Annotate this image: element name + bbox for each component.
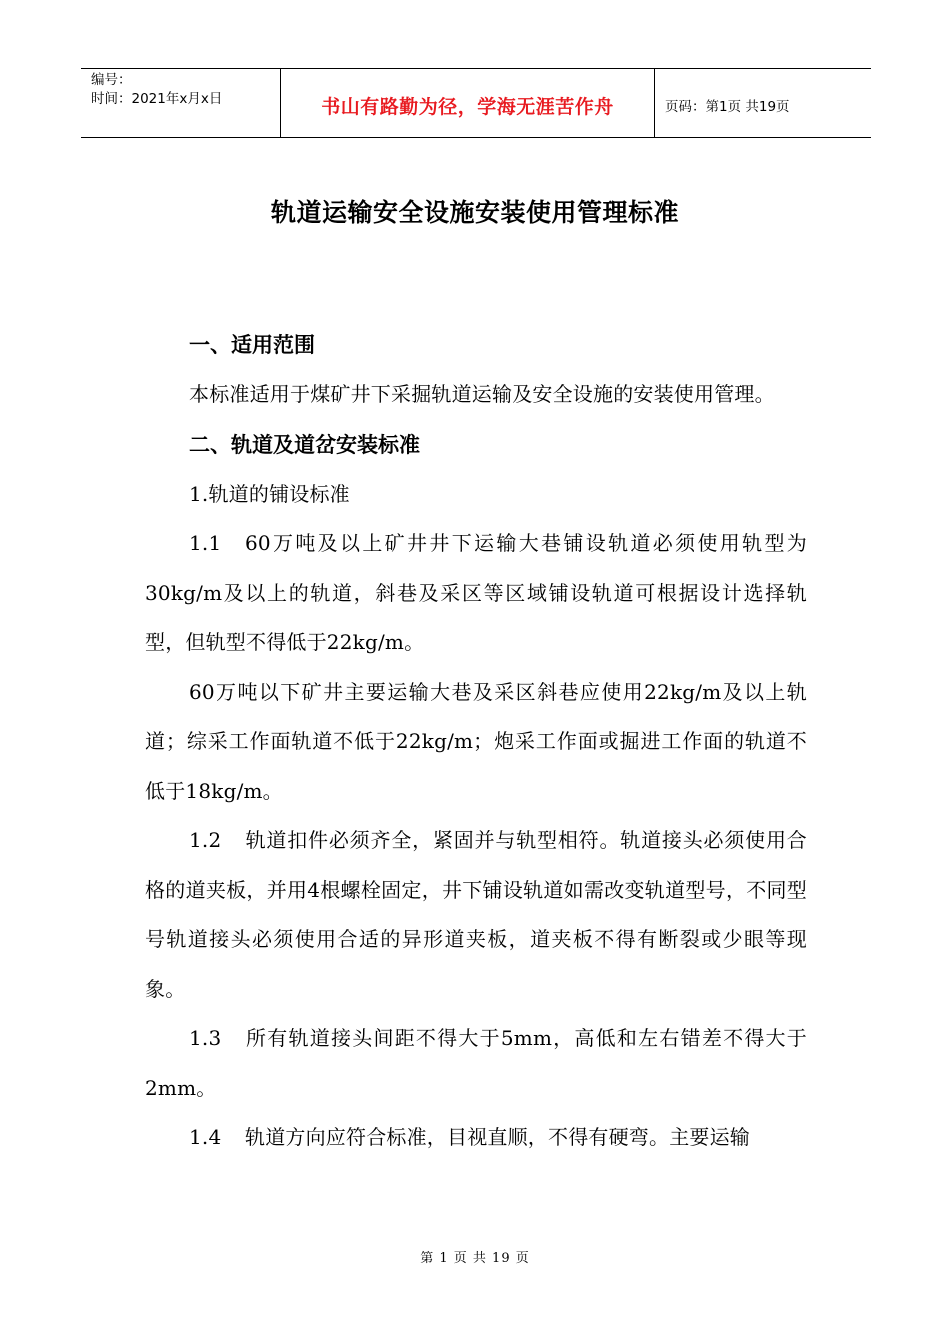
header-meta-cell — [81, 69, 281, 137]
document-number-label: 编号： — [91, 72, 132, 88]
document-title: 轨道运输安全设施安装使用管理标准 — [270, 198, 679, 227]
paragraph: 本标准适用于煤矿井下采掘轨道运输及安全设施的安装使用管理。 — [189, 382, 775, 406]
document-time-label: 时间：2021年x月x日 — [91, 91, 223, 107]
subheading-track-laying: 1.轨道的铺设标准 — [189, 481, 350, 506]
clause-text: 所有轨道接头间距不得大于5mm，高低和左右错差不得大于2mm。 — [145, 1026, 807, 1100]
clause-1-1 — [145, 519, 807, 668]
clause-number: 1.4 — [189, 1125, 222, 1149]
clause-text: 60万吨及以上矿井井下运输大巷铺设轨道必须使用轨型为30kg/m及以上的轨道，斜巷及采区等区域铺设轨道可根据设计选择轨型，但轨型不得低于22kg/m。 — [145, 531, 807, 654]
header-motto: 书山有路勤为径，学海无涯苦作舟 — [281, 69, 655, 137]
page-footer: 第 1 页 共 19 页 — [420, 1251, 530, 1266]
clause-number: 1.2 — [189, 828, 222, 852]
clause-text: 轨道方向应符合标准，目视直顺，不得有硬弯。主要运输 — [245, 1125, 750, 1149]
header-page-info: 页码：第1页 共19页 — [665, 98, 790, 115]
clause-number: 1.1 — [189, 531, 222, 555]
clause-1-3 — [145, 1014, 807, 1113]
section-heading-track-install: 二、轨道及道岔安装标准 — [189, 432, 420, 457]
paragraph: 60万吨以下矿井主要运输大巷及采区斜巷应使用22kg/m及以上轨道；综采工作面轨道不低于22kg/m；炮采工作面或掘进工作面的轨道不低于18kg/m。 — [145, 679, 807, 803]
clause-1-2 — [145, 816, 807, 1014]
document-body — [145, 320, 807, 1163]
clause-number: 1.3 — [189, 1026, 222, 1050]
section-heading-scope: 一、适用范围 — [189, 333, 315, 357]
header-table — [81, 68, 871, 138]
clause-1-4 — [145, 1113, 807, 1163]
clause-text: 轨道扣件必须齐全，紧固并与轨型相符。轨道接头必须使用合格的道夹板，并用4根螺栓固定，井下铺设轨道如需改变轨道型号，不同型号轨道接头必须使用合适的异形道夹板，道夹板不得有断裂或少眼等现象。 — [145, 828, 807, 1001]
